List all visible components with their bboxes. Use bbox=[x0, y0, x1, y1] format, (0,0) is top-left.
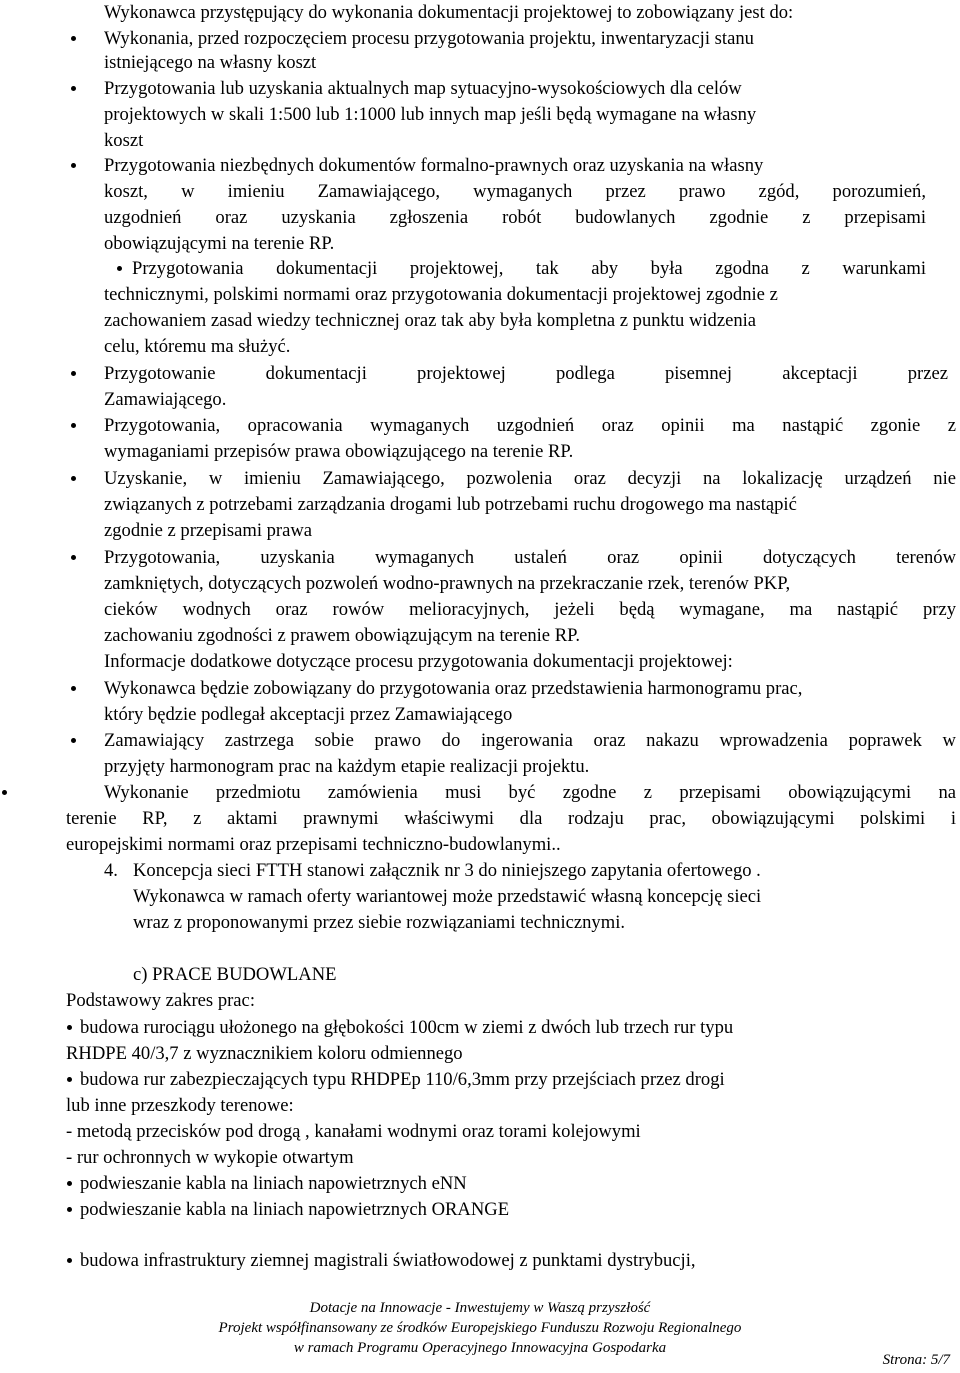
bullet-6-line-1: Przygotowania, opracowania wymaganych uzgodnień oraz opinii ma nastąpić zgonie z bbox=[104, 415, 956, 436]
bullet-8-line-4: zachowaniu zgodności z prawem obowiązującym na terenie RP. bbox=[104, 625, 581, 646]
item-4-number: 4. bbox=[104, 860, 118, 881]
bullet-8-line-2: zamkniętych, dotyczących pozwoleń wodno-prawnych na przekraczanie rzek, terenów PKP, bbox=[104, 573, 791, 594]
section-subheading: Podstawowy zakres prac: bbox=[66, 990, 255, 1011]
page-number: Strona: 5/7 bbox=[882, 1352, 950, 1368]
bullet-2-line-1: Przygotowania lub uzyskania aktualnych map sytuacyjno-wysokościowych dla celów bbox=[104, 78, 742, 99]
bullet-icon bbox=[71, 163, 76, 168]
bullet-8-line-3: cieków wodnych oraz rowów melioracyjnych, jeżeli będą wymagane, ma nastąpić przy bbox=[104, 599, 956, 620]
bullet-9-line-1: Wykonawca będzie zobowiązany do przygotowania oraz przedstawienia harmonogramu prac, bbox=[104, 678, 803, 699]
bullet-5-line-1: Przygotowanie dokumentacji projektowej podlega pisemnej akceptacji przez bbox=[104, 363, 948, 384]
bullet-11-line-3: europejskimi normami oraz przepisami techniczno-budowlanymi.. bbox=[66, 834, 561, 855]
bullet-7-line-3: zgodnie z przepisami prawa bbox=[104, 520, 313, 541]
bullet-4-line-2: technicznymi, polskimi normami oraz przygotowania dokumentacji projektowej zgodnie z bbox=[104, 284, 778, 305]
works-item-line: - rur ochronnych w wykopie otwartym bbox=[66, 1147, 354, 1168]
footer-line-3: w ramach Programu Operacyjnego Innowacyjna Gospodarka bbox=[293, 1340, 667, 1356]
works-item-line: lub inne przeszkody terenowe: bbox=[66, 1095, 294, 1116]
bullet-7-line-1: Uzyskanie, w imieniu Zamawiającego, pozwolenia oraz decyzji na lokalizację urządzeń nie bbox=[104, 468, 956, 489]
bullet-icon bbox=[71, 371, 76, 376]
bullet-1-line-2: istniejącego na własny koszt bbox=[104, 52, 317, 73]
works-item-line: podwieszanie kabla na liniach napowietrznych eNN bbox=[80, 1173, 467, 1194]
bullet-9-line-2: który będzie podlegał akceptacji przez Zamawiającego bbox=[104, 704, 513, 725]
bullet-icon bbox=[67, 1258, 72, 1263]
bullet-icon bbox=[71, 476, 76, 481]
bullet-2-line-3: koszt bbox=[104, 130, 144, 151]
bullet-icon bbox=[71, 555, 76, 560]
bullet-icon bbox=[67, 1181, 72, 1186]
bullet-icon bbox=[67, 1077, 72, 1082]
bullet-3-line-3: uzgodnień oraz uzyskania zgłoszenia robót budowlanych zgodnie z przepisami bbox=[104, 207, 926, 228]
bullet-3-line-1: Przygotowania niezbędnych dokumentów formalno-prawnych oraz uzyskania na własny bbox=[104, 155, 764, 176]
works-item-line: budowa rur zabezpieczających typu RHDPEp 110/6,3mm przy przejściach przez drogi bbox=[80, 1069, 725, 1090]
bullet-4-line-3: zachowaniem zasad wiedzy technicznej oraz tak aby była kompletna z punktu widzenia bbox=[104, 310, 757, 331]
bullet-8-line-1: Przygotowania, uzyskania wymaganych ustaleń oraz opinii dotyczących terenów bbox=[104, 547, 956, 568]
bullet-icon bbox=[117, 266, 122, 271]
footer-line-1: Dotacje na Innowacje - Inwestujemy w Waszą przyszłość bbox=[309, 1300, 651, 1316]
bullet-icon bbox=[67, 1025, 72, 1030]
bullet-4-line-4: celu, któremu ma służyć. bbox=[104, 336, 291, 357]
bullet-5-line-2: Zamawiającego. bbox=[104, 389, 227, 410]
works-item-line: budowa infrastruktury ziemnej magistrali światłowodowej z punktami dystrybucji, bbox=[80, 1250, 696, 1271]
works-item-line: podwieszanie kabla na liniach napowietrznych ORANGE bbox=[80, 1199, 510, 1220]
bullet-6-line-2: wymaganiami przepisów prawa obowiązującego na terenie RP. bbox=[104, 441, 574, 462]
bullet-11-line-1: Wykonanie przedmiotu zamówienia musi być zgodne z przepisami obowiązującymi na bbox=[104, 782, 956, 803]
works-item-line: - metodą przecisków pod drogą , kanałami wodnymi oraz torami kolejowymi bbox=[66, 1121, 641, 1142]
bullet-3-line-4: obowiązującymi na terenie RP. bbox=[104, 233, 335, 254]
bullet-icon bbox=[71, 686, 76, 691]
bullet-icon bbox=[71, 423, 76, 428]
bullet-3-line-2: koszt, w imieniu Zamawiającego, wymaganych przez prawo zgód, porozumień, bbox=[104, 181, 926, 202]
footer-line-2: Projekt współfinansowany ze środków Europejskiego Funduszu Rozwoju Regionalnego bbox=[218, 1320, 742, 1336]
bullet-7-line-2: związanych z potrzebami zarządzania drogami lub potrzebami ruchu drogowego ma nastąpić bbox=[104, 494, 797, 515]
bullet-11-line-2: terenie RP, z aktami prawnymi właściwymi dla rodzaju prac, obowiązującymi polskimi i bbox=[66, 808, 956, 829]
bullet-icon bbox=[71, 738, 76, 743]
bullet-icon bbox=[67, 1207, 72, 1212]
item-4-line-1: Koncepcja sieci FTTH stanowi załącznik nr 3 do niniejszego zapytania ofertowego . bbox=[133, 860, 761, 881]
bullet-4-line-1: Przygotowania dokumentacji projektowej, tak aby była zgodna z warunkami bbox=[132, 258, 926, 279]
intro-text: Wykonawca przystępujący do wykonania dokumentacji projektowej to zobowiązany jest do: bbox=[104, 2, 794, 23]
bullet-icon bbox=[71, 36, 76, 41]
bullet-10-line-1: Zamawiający zastrzega sobie prawo do ingerowania oraz nakazu wprowadzenia poprawek w bbox=[104, 730, 956, 751]
bullet-2-line-2: projektowych w skali 1:500 lub 1:1000 lub innych map jeśli będą wymagane na własny bbox=[104, 104, 757, 125]
works-item-line: budowa rurociągu ułożonego na głębokości 100cm w ziemi z dwóch lub trzech rur typu bbox=[80, 1017, 734, 1038]
bullet-icon bbox=[71, 86, 76, 91]
item-4-line-3: wraz z proponowanymi przez siebie rozwiązaniami technicznymi. bbox=[133, 912, 626, 933]
info-paragraph: Informacje dodatkowe dotyczące procesu przygotowania dokumentacji projektowej: bbox=[104, 651, 733, 672]
section-heading: c) PRACE BUDOWLANE bbox=[133, 964, 337, 985]
bullet-icon bbox=[2, 790, 7, 795]
item-4-line-2: Wykonawca w ramach oferty wariantowej może przedstawić własną koncepcję sieci bbox=[133, 886, 762, 907]
bullet-10-line-2: przyjęty harmonogram prac na każdym etapie realizacji projektu. bbox=[104, 756, 590, 777]
bullet-1-line-1: Wykonania, przed rozpoczęciem procesu przygotowania projektu, inwentaryzacji stanu bbox=[104, 28, 754, 49]
works-item-line: RHDPE 40/3,7 z wyznacznikiem koloru odmiennego bbox=[66, 1043, 463, 1064]
